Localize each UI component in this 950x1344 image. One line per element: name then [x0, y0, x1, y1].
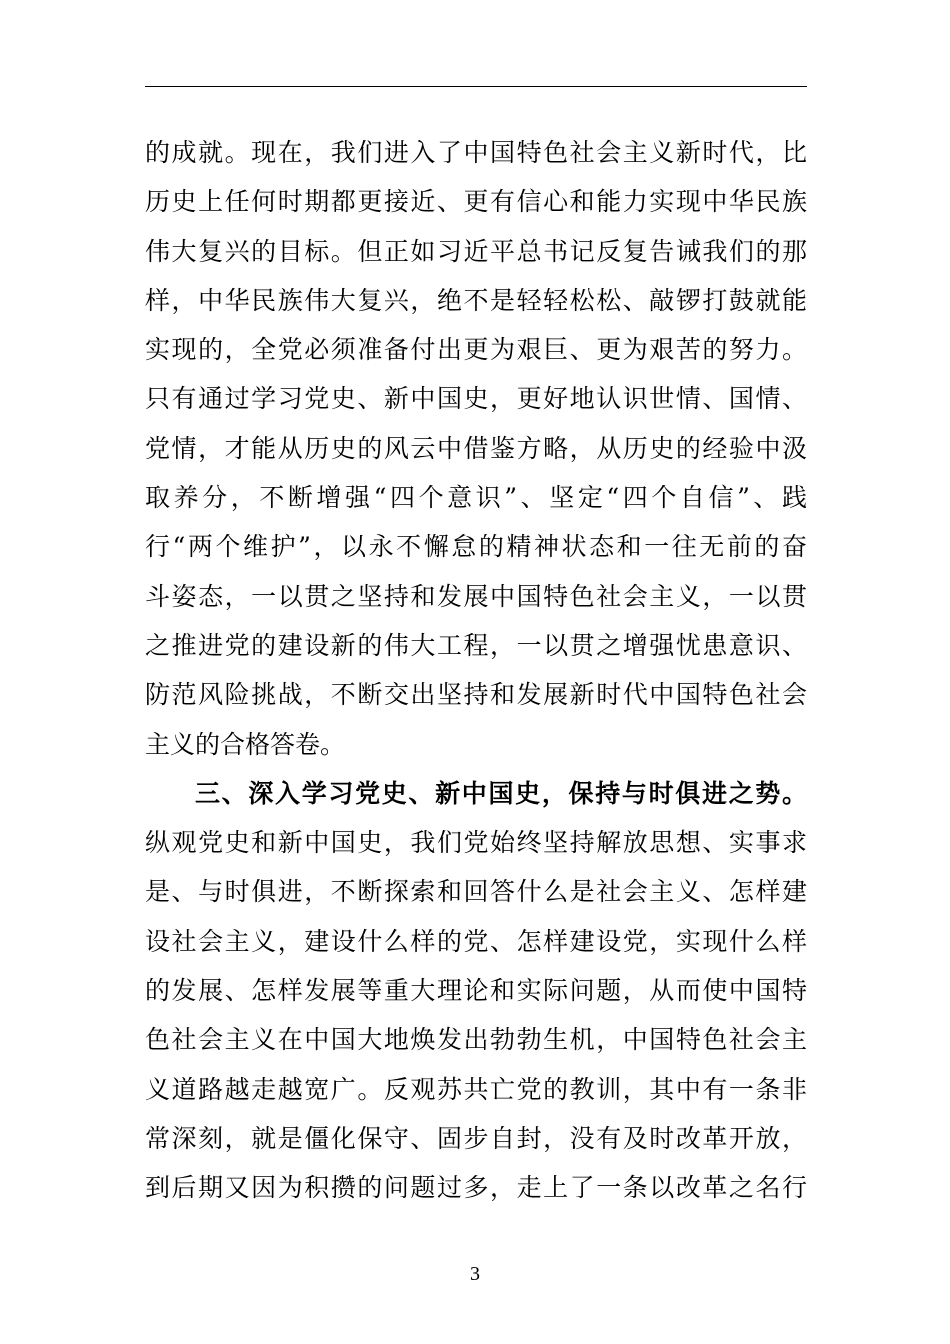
- text-line: 常深刻，就是僵化保守、固步自封，没有及时改革开放，: [145, 1123, 807, 1153]
- text-line: 党情，才能从历史的风云中借鉴方略，从历史的经验中汲: [145, 433, 807, 463]
- section-heading: 三、深入学习党史、新中国史，保持与时俱进之势。: [195, 778, 807, 808]
- body-text: [145, 128, 807, 1213]
- text-line: 设社会主义，建设什么样的党、怎样建设党，实现什么样: [145, 926, 807, 956]
- text-line: 取养分，不断增强“四个意识”、坚定“四个自信”、践: [145, 483, 807, 513]
- text-line: 纵观党史和新中国史，我们党始终坚持解放思想、实事求: [145, 828, 807, 858]
- text-line: 的成就。现在，我们进入了中国特色社会主义新时代，比: [145, 138, 807, 167]
- text-line: 只有通过学习党史、新中国史，更好地认识世情、国情、: [145, 384, 807, 414]
- text-line: 斗姿态，一以贯之坚持和发展中国特色社会主义，一以贯: [145, 581, 807, 611]
- text-line: 的发展、怎样发展等重大理论和实际问题，从而使中国特: [145, 976, 807, 1006]
- text-line: 之推进党的建设新的伟大工程，一以贯之增强忧患意识、: [145, 630, 807, 660]
- page-number: 3: [470, 1263, 480, 1285]
- text-line: 色社会主义在中国大地焕发出勃勃生机，中国特色社会主: [145, 1025, 807, 1055]
- text-line: 样，中华民族伟大复兴，绝不是轻轻松松、敲锣打鼓就能: [145, 285, 807, 315]
- text-line: 伟大复兴的目标。但正如习近平总书记反复告诫我们的那: [145, 236, 807, 266]
- text-line: 主义的合格答卷。: [145, 729, 346, 759]
- text-line: 防范风险挑战，不断交出坚持和发展新时代中国特色社会: [145, 680, 807, 710]
- text-line: 行“两个维护”，以永不懈怠的精神状态和一往无前的奋: [145, 532, 807, 562]
- text-line: 到后期又因为积攒的问题过多，走上了一条以改革之名行: [145, 1173, 807, 1203]
- text-line: 实现的，全党必须准备付出更为艰巨、更为艰苦的努力。: [145, 335, 807, 365]
- header-rule: [145, 86, 807, 87]
- text-line: 是、与时俱进，不断探索和回答什么是社会主义、怎样建: [145, 877, 807, 907]
- text-line: 义道路越走越宽广。反观苏共亡党的教训，其中有一条非: [145, 1074, 807, 1104]
- text-line: 历史上任何时期都更接近、更有信心和能力实现中华民族: [145, 187, 807, 217]
